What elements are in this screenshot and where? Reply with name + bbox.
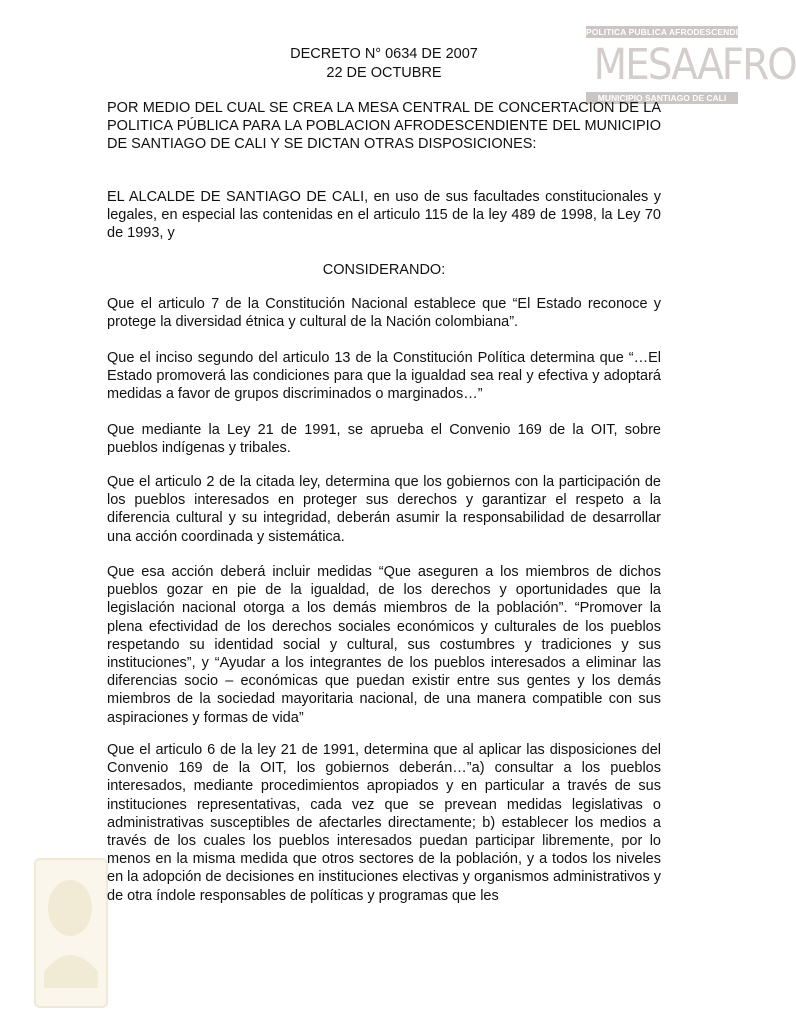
considerando-heading: CONSIDERANDO: <box>322 262 446 278</box>
recital-paragraph-2: Que el inciso segundo del articulo 13 de la Constitución Política determina que “…El Estado promoverá las condiciones para que la igualdad sea real y efectiva y adoptará medidas a favor de grupos discriminados o marginados…” <box>107 350 661 403</box>
decree-title: DECRETO N° 0634 DE 2007 <box>290 46 478 62</box>
preamble-paragraph: EL ALCALDE DE SANTIAGO DE CALI, en uso de sus facultades constitucionales y legales, en especial las contenidas en el articulo 115 de la ley 489 de 1998, la Ley 70 de 1993, y <box>107 189 661 242</box>
recital-paragraph-6: Que el articulo 6 de la ley 21 de 1991, determina que al aplicar las disposiciones del Convenio 169 de la OIT, los gobiernos deberán…”a) consultar a los pueblos interesados, mediante procedimientos apropiados y en particular a través de sus instituciones representativas, cada vez que se prevean medidas legislativas o administrativas susceptibles de afectarles directamente; b) establecer los medios a través de los cuales los pueblos interesados puedan participar libremente, por lo menos en la misma medida que otros sectores de la población, y a todos los niveles en la adopción de decisiones en instituciones electivas y organismos administrativos y de otra índole responsables de políticas y programas que les <box>107 742 661 904</box>
logo-top-band: POLITICA PUBLICA AFRODESCENDIENTE <box>586 27 762 37</box>
decree-subject: POR MEDIO DEL CUAL SE CREA LA MESA CENTRAL DE CONCERTACION DE LA POLITICA PÚBLICA PARA LA POBLACION AFRODESCENDIENTE DEL MUNICIPIO DE SANTIAGO DE CALI Y SE DICTAN OTRAS DISPOSICIONES: <box>107 100 661 153</box>
recital-paragraph-4: Que el articulo 2 de la citada ley, determina que los gobiernos con la participación de los pueblos interesados en proteger sus derechos y garantizar el respeto a la diferencia cultural y su integridad, deberán asumir la responsabilidad de desarrollar una acción coordinada y sistemática. <box>107 474 661 545</box>
logo-wordmark: MESAAFRO <box>593 40 796 90</box>
recital-paragraph-5: Que esa acción deberá incluir medidas “Que aseguren a los miembros de dichos pueblos gozar en pie de la igualdad, de los derechos y oportunidades que la legislación nacional otorga a los demás miembros de la población”. “Promover la plena efectividad de los derechos sociales económicos y culturales de los pueblos respetando su identidad social y cultural, sus costumbres y tradiciones y sus instituciones”, y “Ayudar a los integrantes de los pueblos interesados a eliminar las diferencias socio – económicas que puedan existir entre sus gentes y los demás miembros de la sociedad mayoritaria nacional, de una manera compatible con sus aspiraciones y formas de vida” <box>107 564 661 726</box>
decree-date: 22 DE OCTUBRE <box>326 65 442 81</box>
recital-paragraph-3: Que mediante la Ley 21 de 1991, se aprueba el Convenio 169 de la OIT, sobre pueblos indígenas y tribales. <box>107 422 661 457</box>
portrait-watermark <box>34 858 108 1008</box>
recital-paragraph-1: Que el articulo 7 de la Constitución Nacional establece que “El Estado reconoce y protege la diversidad étnica y cultural de la Nación colombiana”. <box>107 296 661 331</box>
portrait-icon <box>36 860 106 1006</box>
logo-bottom-band: MUNICIPIO SANTIAGO DE CALI <box>586 92 738 104</box>
